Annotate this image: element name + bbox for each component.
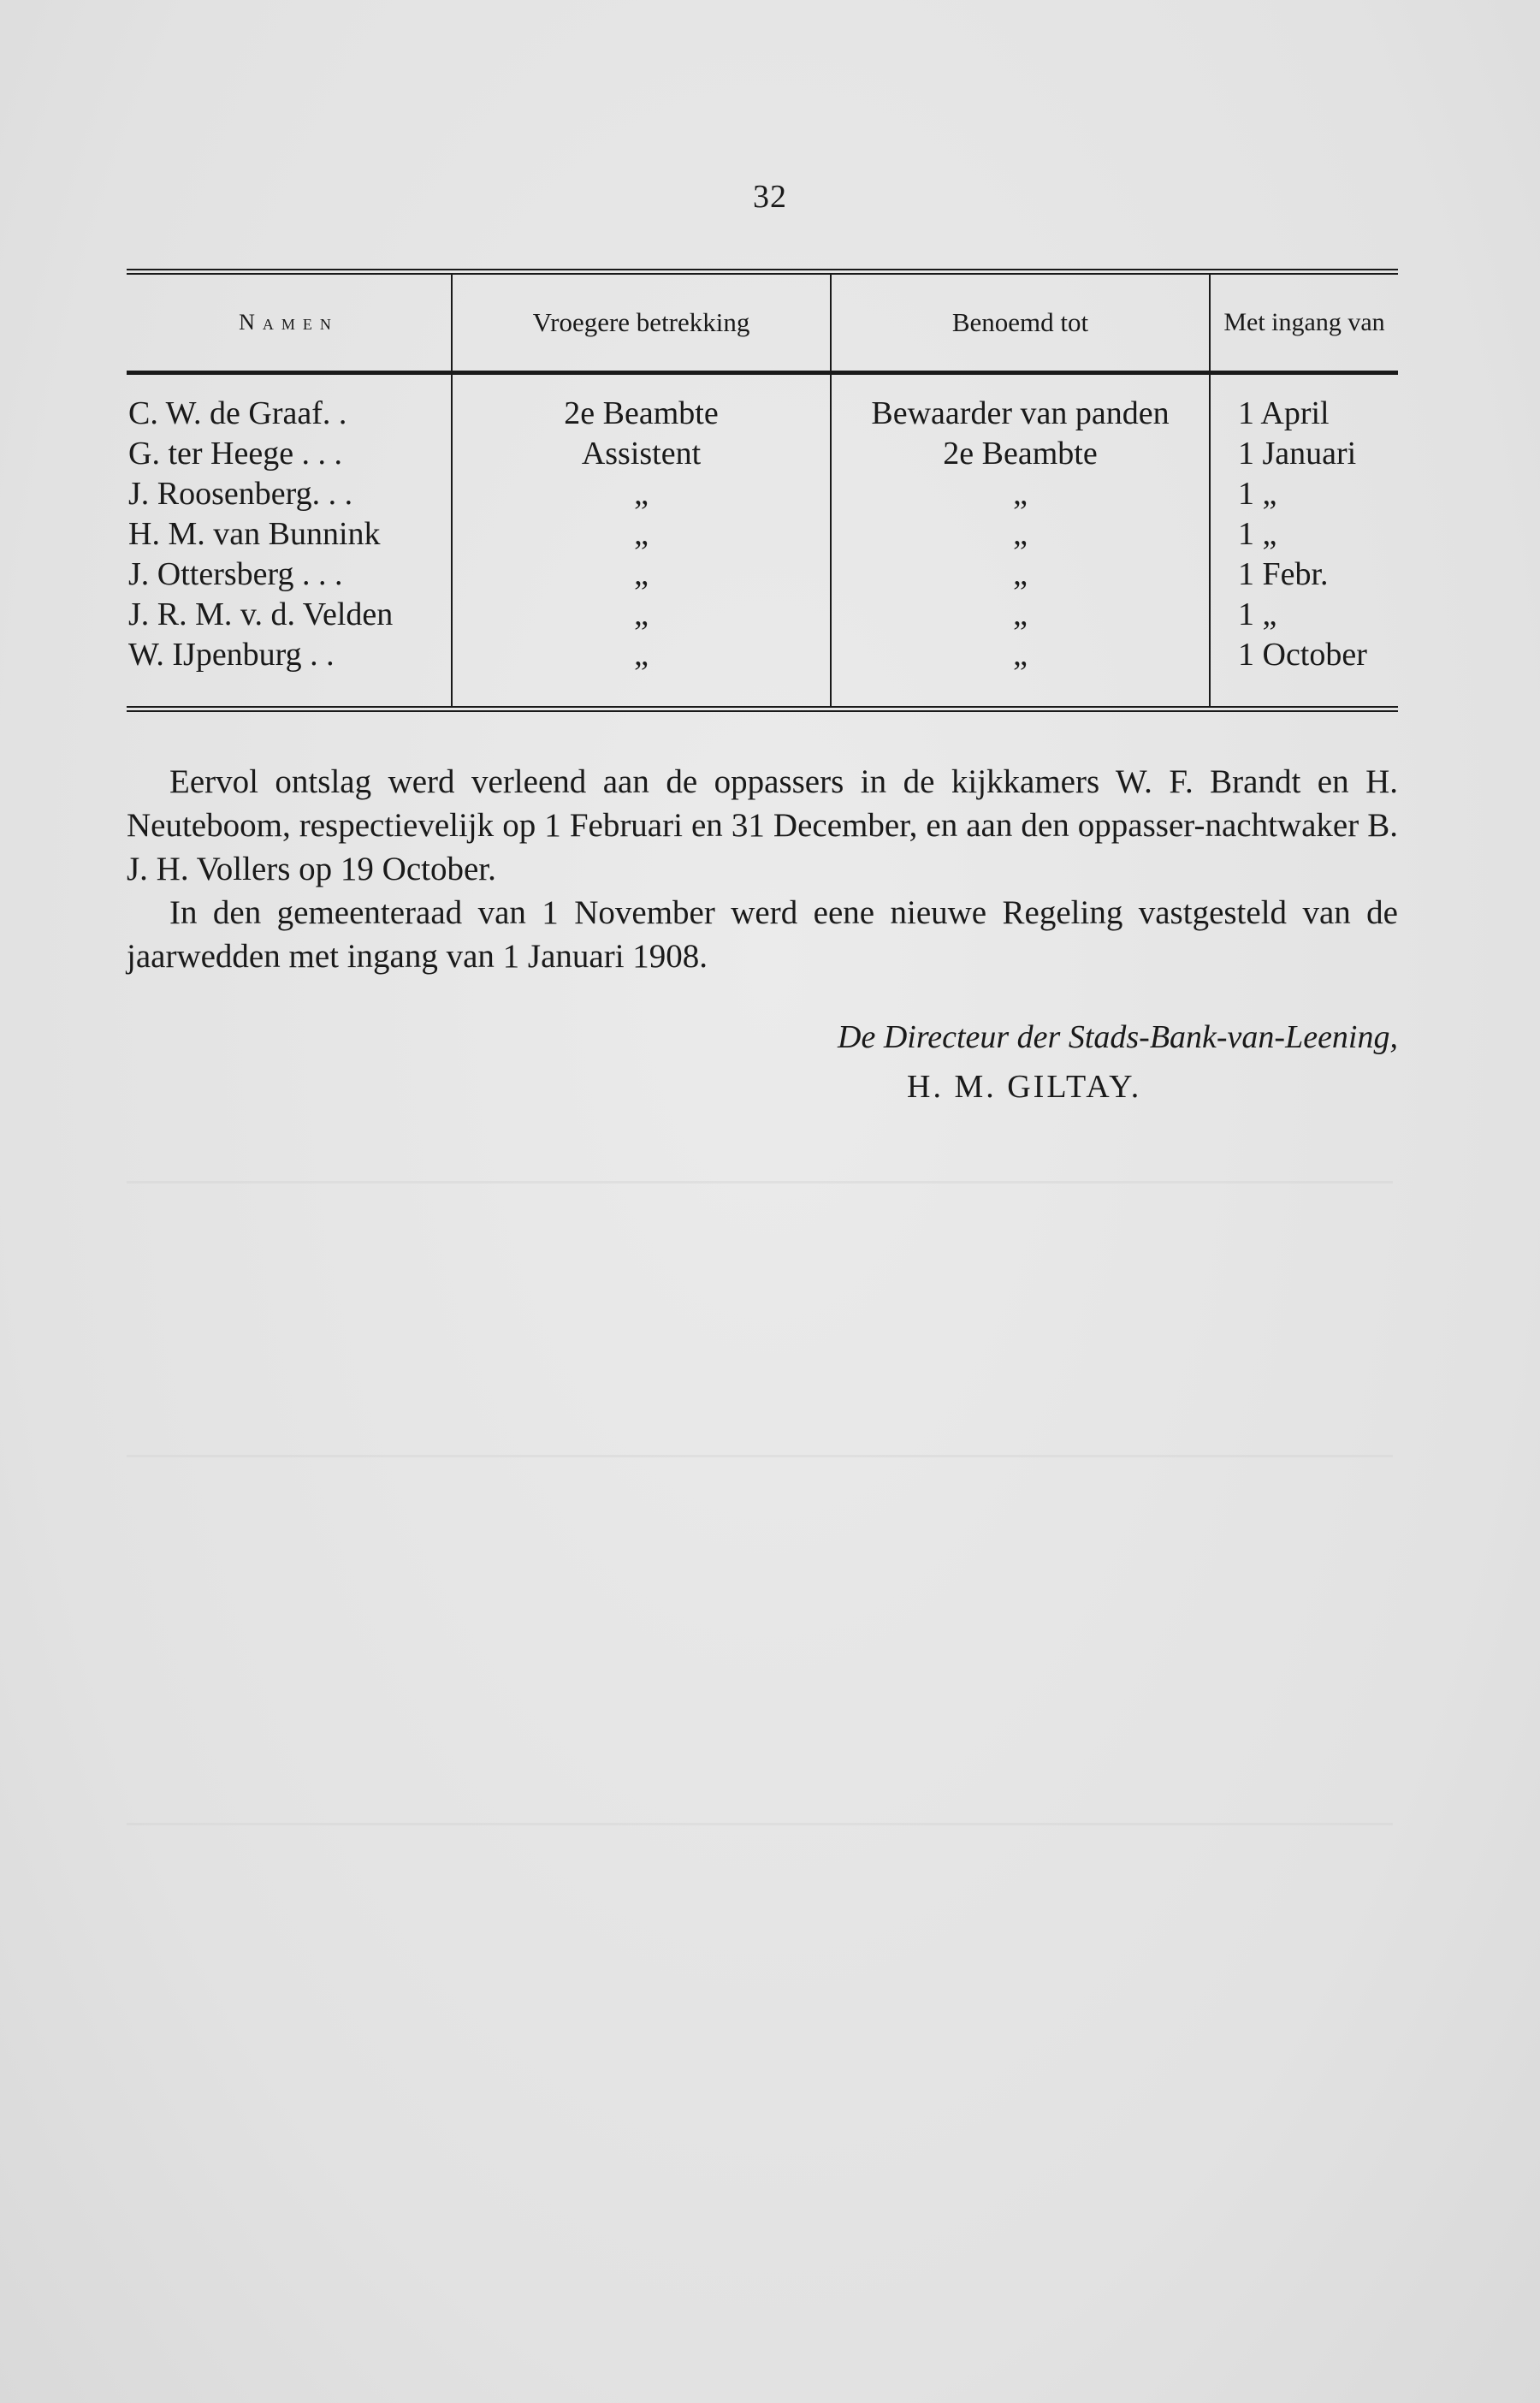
column-header-met-ingang-van: Met ingang van bbox=[1210, 272, 1398, 373]
bleed-through-mark bbox=[127, 1823, 1393, 1825]
cell-vroegere: „ bbox=[452, 474, 831, 514]
cell-benoemd: „ bbox=[831, 595, 1210, 635]
cell-vroegere: „ bbox=[452, 595, 831, 635]
paragraph-ontslag: Eervol ontslag werd verleend aan de oppassers in de kijkkamers W. F. Brandt en H. Neuteboom, respectievelijk op 1 Februari en 31 December, en aan den oppasser-nachtwaker B. J. H. Vollers op 19 October. bbox=[127, 763, 1398, 887]
cell-name: J. Roosenberg. . . bbox=[128, 476, 353, 512]
cell-name: G. ter Heege . . . bbox=[128, 436, 343, 472]
cell-benoemd: Bewaarder van panden bbox=[831, 373, 1210, 435]
cell-benoemd: „ bbox=[831, 474, 1210, 514]
cell-ingang: 1 October bbox=[1210, 635, 1398, 709]
cell-benoemd: „ bbox=[831, 555, 1210, 595]
cell-vroegere: „ bbox=[452, 514, 831, 555]
appointments-table bbox=[127, 269, 1398, 712]
cell-benoemd: „ bbox=[831, 635, 1210, 709]
column-header-namen: Namen bbox=[127, 272, 452, 373]
table-header-row bbox=[127, 272, 1398, 373]
table-row bbox=[127, 635, 1398, 709]
table-row bbox=[127, 555, 1398, 595]
bleed-through-mark bbox=[127, 1181, 1393, 1184]
cell-ingang: 1 Febr. bbox=[1210, 555, 1398, 595]
cell-vroegere: „ bbox=[452, 555, 831, 595]
cell-benoemd: 2e Beambte bbox=[831, 434, 1210, 474]
cell-vroegere: „ bbox=[452, 635, 831, 709]
bleed-through-mark bbox=[127, 1455, 1393, 1457]
cell-ingang: 1 April bbox=[1210, 373, 1398, 435]
cell-ingang: 1 „ bbox=[1210, 514, 1398, 555]
table-row bbox=[127, 514, 1398, 555]
cell-ingang: 1 Januari bbox=[1210, 434, 1398, 474]
signature-name: H. M. GILTAY. bbox=[907, 1069, 1142, 1105]
table-row bbox=[127, 474, 1398, 514]
column-header-vroegere-betrekking: Vroegere betrekking bbox=[452, 272, 831, 373]
signature-role: De Directeur der Stads-Bank-van-Leening, bbox=[838, 1019, 1398, 1055]
cell-name: J. Ottersberg . . . bbox=[128, 556, 343, 592]
column-header-benoemd-tot: Benoemd tot bbox=[831, 272, 1210, 373]
cell-name: H. M. van Bunnink bbox=[128, 516, 381, 552]
paragraph-regeling: In den gemeenteraad van 1 November werd eene nieuwe Regeling vastgesteld van de jaarwedden met ingang van 1 Januari 1908. bbox=[127, 894, 1398, 975]
page-number: 32 bbox=[753, 179, 787, 215]
cell-name: C. W. de Graaf. . bbox=[128, 395, 347, 431]
cell-name: J. R. M. v. d. Velden bbox=[128, 596, 394, 632]
cell-ingang: 1 „ bbox=[1210, 474, 1398, 514]
body-text bbox=[127, 760, 1398, 978]
table-row bbox=[127, 373, 1398, 435]
cell-name: W. IJpenburg . . bbox=[128, 637, 335, 673]
cell-vroegere: 2e Beambte bbox=[452, 373, 831, 435]
cell-benoemd: „ bbox=[831, 514, 1210, 555]
table-row bbox=[127, 595, 1398, 635]
table-row bbox=[127, 434, 1398, 474]
cell-vroegere: Assistent bbox=[452, 434, 831, 474]
cell-ingang: 1 „ bbox=[1210, 595, 1398, 635]
